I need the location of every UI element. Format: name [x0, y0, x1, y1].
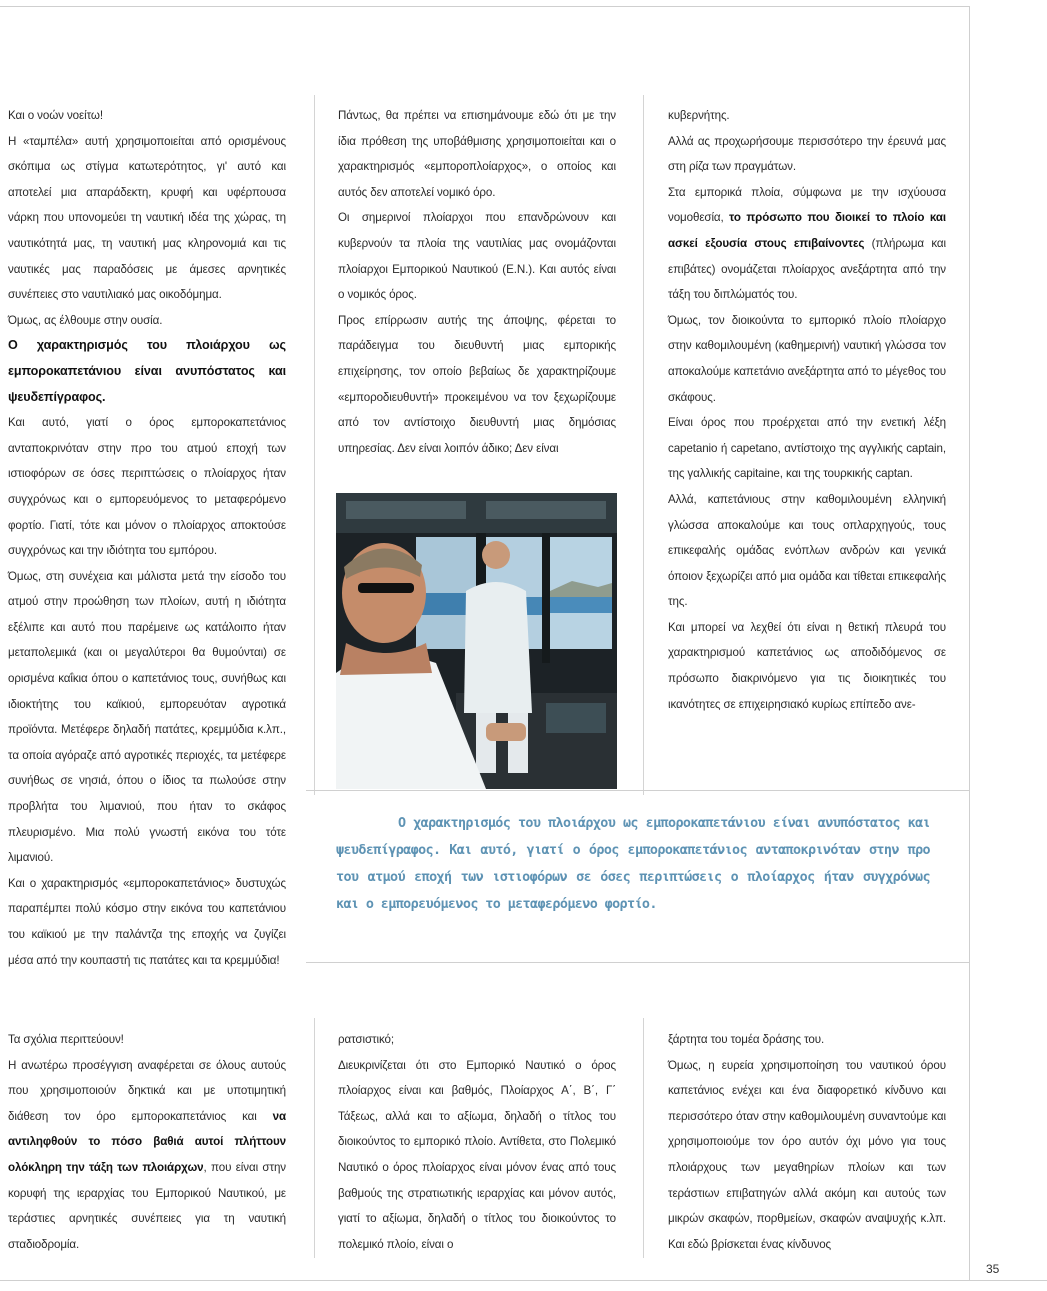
column-rule — [314, 95, 315, 795]
paragraph: Και ο νοών νοείτω! — [8, 109, 103, 122]
paragraph: Και αυτό, γιατί ο όρος εμποροκαπετάνιος ανταποκρινόταν στην προ του ατμού εποχή των ιστιοφόρων σε όσες περιπτώσεις ο πλοίαρχος ήταν συγχρόνως και ο εμπορευόμενος το μεταφερόμενο φορτίο. Γιατί, τότε και μόνον ο πλοίαρχος αποκτούσε συγχρόνως και την ιδιότητα του εμπόρου. — [8, 416, 286, 558]
paragraph: Όμως, τον διοικούντα το εμπορικό πλοίο πλοίαρχο στην καθομιλουμένη (καθημερινή) ναυτική γλώσσα τον αποκαλούμε καπετάνιο ανεξάρτητα από το μέγεθος του σκάφους. — [668, 313, 946, 404]
pull-quote — [336, 810, 930, 918]
paragraph: Όμως, η ευρεία χρησιμοποίηση του ναυτικού όρου καπετάνιος ενέχει και ένα διαφορετικό κίνδυνο και περισσότερο όταν στην καθομιλουμένη συναντούμε και χρησιμοποιούμε τον όρο αυτόν όχι μόνο για τους πλοιάρχους των μεγαθηρίων πλοίων και των τεράστιων επιβατηγών αλλά ακόμη και αυτούς των μικρών σκαφών, πορθμείων, σκαφών αναψυχής κ.λπ. Και εδώ βρίσκεται ένας κίνδυνος — [668, 1058, 946, 1251]
page-frame-top — [0, 6, 970, 7]
paragraph: Η «ταμπέλα» αυτή χρησιμοποιείται από ορισμένους σκόπιμα ως στίγμα κατωτερότητος, γι' αυτό και αποτελεί μια απαράδεκτη, κρυφή και υφέρπουσα νάρκη που υπονομεύει τη ναυτική ιδέα της χώρας, τη ναυτικότητά μας, τη ναυτική μας κληρονομιά και τις ναυτικές μας παραδόσεις με άμεσες αρνητικές συνέπειες στο ναυτιλιακό μας οικοδόμημα. — [8, 134, 286, 302]
paragraph: Αλλά, καπετάνιους στην καθομιλουμένη ελληνική γλώσσα αποκαλούμε και τους οπλαρχηγούς, τους επικεφαλής ομάδας ενόπλων ανδρών και γενικά όποιον ξεχωρίζει από μια ομάδα και τίθεται επικεφαλής της. — [668, 492, 946, 609]
paragraph — [668, 180, 946, 308]
paragraph: Αλλά ας προχωρήσουμε περισσότερο την έρευνά μας στη ρίζα των πραγμάτων. — [668, 134, 946, 174]
pull-quote-rule-bottom — [306, 962, 970, 963]
article-column-1-continued — [8, 1027, 286, 1257]
paragraph-text: Η ανωτέρω προσέγγιση αναφέρεται σε όλους αυτούς που χρησιμοποιούν δηκτικά και με υποτιμητική διάθεση τον όρο εμποροκαπετάνιος και — [8, 1058, 286, 1123]
paragraph — [8, 1053, 286, 1258]
pull-quote-text: Ο χαρακτηρισμός του πλοιάρχου ως εμποροκαπετάνιου είναι ανυπόστατος και ψευδεπίγραφος. Και αυτό, γιατί ο όρος εμποροκαπετάνιος ανταποκρινόταν στην προ του ατμού εποχή των ιστιοφόρων σε όσες περιπτώσεις ο πλοίαρχος ήταν συγχρόνως και ο εμπορευόμενος το μεταφερόμενο φορτίο. — [336, 816, 930, 912]
emphasis-text: το πρόσωπο που διοικεί το πλοίο και ασκεί εξουσία στους επιβαίνοντες — [668, 211, 947, 250]
column-rule — [643, 95, 644, 795]
paragraph-text: , που είναι στην κορυφή της ιεραρχίας του Εμπορικού Ναυτικού, με τεράστιες αρνητικές συνέπειες για τη ναυτική σταδιοδρομία. — [8, 1160, 286, 1251]
emphasis-text: να αντιληφθούν το πόσο βαθιά αυτοί πλήττουν ολόκληρη την τάξη των πλοιάρχων — [8, 1109, 286, 1174]
page-number: 35 — [986, 1262, 1000, 1276]
paragraph: Οι σημερινοί πλοίαρχοι που επανδρώνουν και κυβερνούν τα πλοία της ναυτιλίας μας ονομάζονται πλοίαρχοι Εμπορικού Ναυτικού (Ε.Ν.). Και αυτός είναι ο νομικός όρος. — [338, 211, 616, 302]
article-column-3 — [668, 103, 946, 717]
paragraph: ξάρτητα του τομέα δράσης του. — [668, 1033, 825, 1046]
page-frame-bottom — [0, 1280, 1047, 1281]
pull-quote-rule-top — [306, 790, 970, 791]
section-heading: Ο χαρακτηρισμός του πλοιάρχου ως εμποροκαπετάνιου είναι ανυπόστατος και ψευδεπίγραφος. — [8, 338, 286, 404]
paragraph: ρατσιστικό; — [338, 1033, 394, 1046]
paragraph: κυβερνήτης. — [668, 109, 730, 122]
paragraph-text: Στα εμπορικά πλοία, σύμφωνα με την ισχύουσα νομοθεσία, — [668, 185, 946, 225]
article-column-2 — [338, 103, 616, 461]
paragraph: Όμως, ας έλθουμε στην ουσία. — [8, 313, 163, 327]
article-column-3-continued — [668, 1027, 946, 1257]
ship-bridge-photo — [336, 493, 617, 789]
paragraph: Τα σχόλια περιττεύουν! — [8, 1033, 124, 1046]
paragraph: Προς επίρρωσιν αυτής της άποψης, φέρεται το παράδειγμα του διευθυντή μιας εμπορικής επιχείρησης, τον οποίο βεβαίως δε χαρακτηρίζουμε «εμποροδιευθυντή» προκειμένου να τον ξεχωρίζουμε από τον αντίστοιχο διευθυντή μιας δημόσιας υπηρεσίας. Δεν είναι λοιπόν άδικο; Δεν είναι — [338, 313, 616, 455]
article-column-1 — [8, 103, 286, 973]
paragraph: Και ο χαρακτηρισμός «εμποροκαπετάνιος» δυστυχώς παραπέμπει πολύ κόσμο στην εικόνα του καπετάνιου του καϊκιού με την παλάντζα της εποχής να ζυγίζει μέσα από την κουπαστή τις πατάτες και τα κρεμμύδια! — [8, 876, 286, 967]
column-rule — [314, 1018, 315, 1258]
paragraph-text: (πλήρωμα και επιβάτες) ονομάζεται πλοίαρχος ανεξάρτητα από την τάξη του διπλώματός του. — [668, 236, 946, 302]
paragraph: Όμως, στη συνέχεια και μάλιστα μετά την είσοδο του ατμού στην προώθηση των πλοίων, αυτή η ιδιότητα εξέλιπε και αυτό που παρέμεινε ως κατάλοιπο ήταν μεταπολεμικά (και οι μεγαλύτεροι θα θυμούνται) σε ορισμένα καΐκια όπου ο καπετάνιος τους, συνήθως και ιδιοκτήτης του καϊκιού, εμπορευόταν αγροτικά προϊόντα. Μετέφερε δηλαδή πατάτες, κρεμμύδια κ.λπ., τα οποία αγόραζε από αγροτικές περιοχές, τα μετέφερε συνήθως σε νησιά, όπου ο ίδιος τα πωλούσε στην προβλήτα του λιμανιού, που ήταν το σκάφος πλευρισμένο. Μια πολύ γνωστή εικόνα του τότε λιμανιού. — [8, 569, 286, 865]
paragraph: Και μπορεί να λεχθεί ότι είναι η θετική πλευρά του χαρακτηρισμού καπετάνιος ως αποδιδόμενος σε πρόσωπο διακρινόμενο για τις διοικητικές του ικανότητες σε επιχειρησιακό κυρίως επίπεδο ανε- — [668, 620, 946, 711]
paragraph: Πάντως, θα πρέπει να επισημάνουμε εδώ ότι με την ίδια πρόθεση της υποβάθμισης χρησιμοποιείται και ο χαρακτηρισμός «εμποροπλοίαρχος», ο οποίος και αυτός δεν αποτελεί νομικό όρο. — [338, 109, 616, 199]
paragraph: Είναι όρος που προέρχεται από την ενετική λέξη capetanio ή capetano, αντίστοιχο της αγγλικής captain, της γαλλικής capitaine, και της τουρκικής captan. — [668, 416, 946, 481]
paragraph: Διευκρινίζεται ότι στο Εμπορικό Ναυτικό ο όρος πλοίαρχος είναι και βαθμός, Πλοίαρχος Α΄, Β΄, Γ΄ Τάξεως, αλλά και το αξίωμα, δηλαδή ο τίτλος του διοικούντος το εμπορικό πλοίο. Αντίθετα, στο Πολεμικό Ναυτικό ο όρος πλοίαρχος είναι μόνον ένας από τους βαθμούς της στρατιωτικής ιεραρχίας και μόνον αυτός, γιατί το αξίωμα, δηλαδή ο τίτλος του διοικούντος το πολεμικό πλοίο, είναι ο — [338, 1058, 616, 1251]
column-rule — [643, 1018, 644, 1258]
page-frame-right — [969, 6, 970, 1281]
article-column-2-continued — [338, 1027, 616, 1257]
